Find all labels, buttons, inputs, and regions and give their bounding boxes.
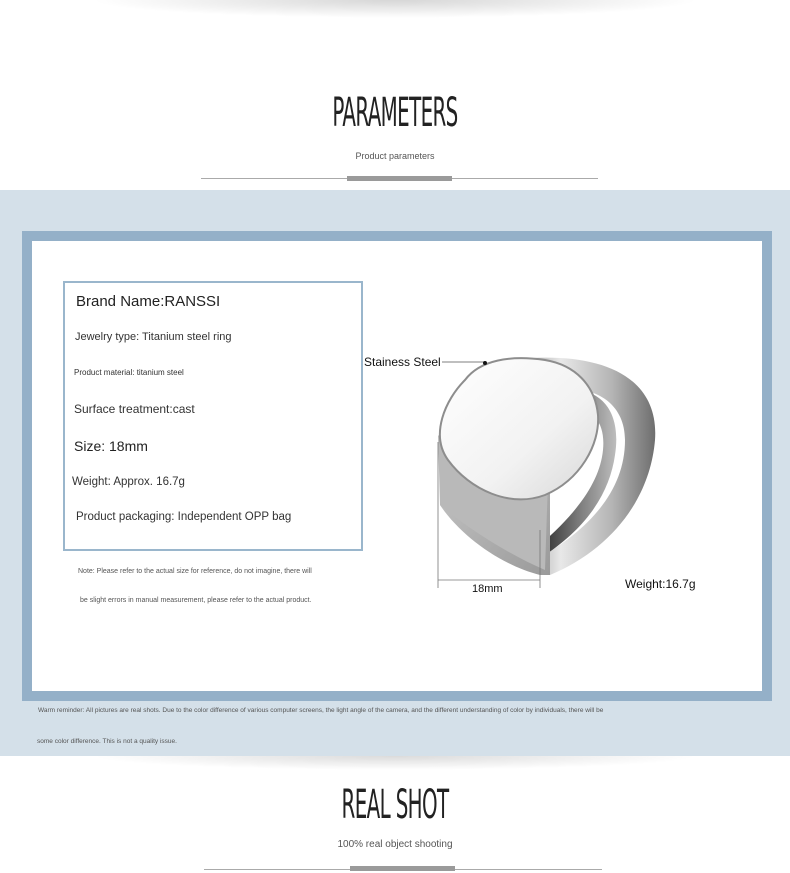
- real-shot-subtitle: 100% real object shooting: [337, 839, 453, 850]
- note-line-2: be slight errors in manual measurement, please refer to the actual product.: [80, 597, 312, 604]
- spec-material: Product material: titanium steel: [74, 368, 184, 377]
- spec-size: Size: 18mm: [74, 438, 148, 454]
- ring-material-label: Stainess Steel: [364, 355, 441, 369]
- ring-weight-label: Weight:16.7g: [625, 577, 696, 591]
- reminder-line-1: Warm reminder: All pictures are real shots. Due to the color difference of various computer screens, the light angle of the camera, and the different understanding of color by individuals, there will be: [38, 707, 604, 714]
- spec-weight: Weight: Approx. 16.7g: [72, 476, 185, 488]
- real-shot-title: REAL SHOT: [341, 780, 449, 828]
- spec-packaging: Product packaging: Independent OPP bag: [76, 511, 292, 523]
- bottom-shadow: [90, 756, 700, 770]
- parameters-divider-accent: [347, 176, 452, 181]
- ring-width-label: 18mm: [472, 583, 503, 595]
- spec-jewelry-type: Jewelry type: Titanium steel ring: [75, 331, 232, 343]
- reminder-line-2: some color difference. This is not a quality issue.: [37, 738, 177, 745]
- ring-illustration: [360, 330, 680, 590]
- real-shot-divider-accent: [350, 866, 455, 871]
- spec-brand: Brand Name:RANSSI: [76, 293, 221, 310]
- parameters-title: PARAMETERS: [332, 88, 458, 136]
- parameters-subtitle: Product parameters: [355, 151, 435, 161]
- spec-surface: Surface treatment:cast: [74, 402, 195, 416]
- note-line-1: Note: Please refer to the actual size for reference, do not imagine, there will: [78, 568, 312, 575]
- top-shadow: [90, 0, 700, 18]
